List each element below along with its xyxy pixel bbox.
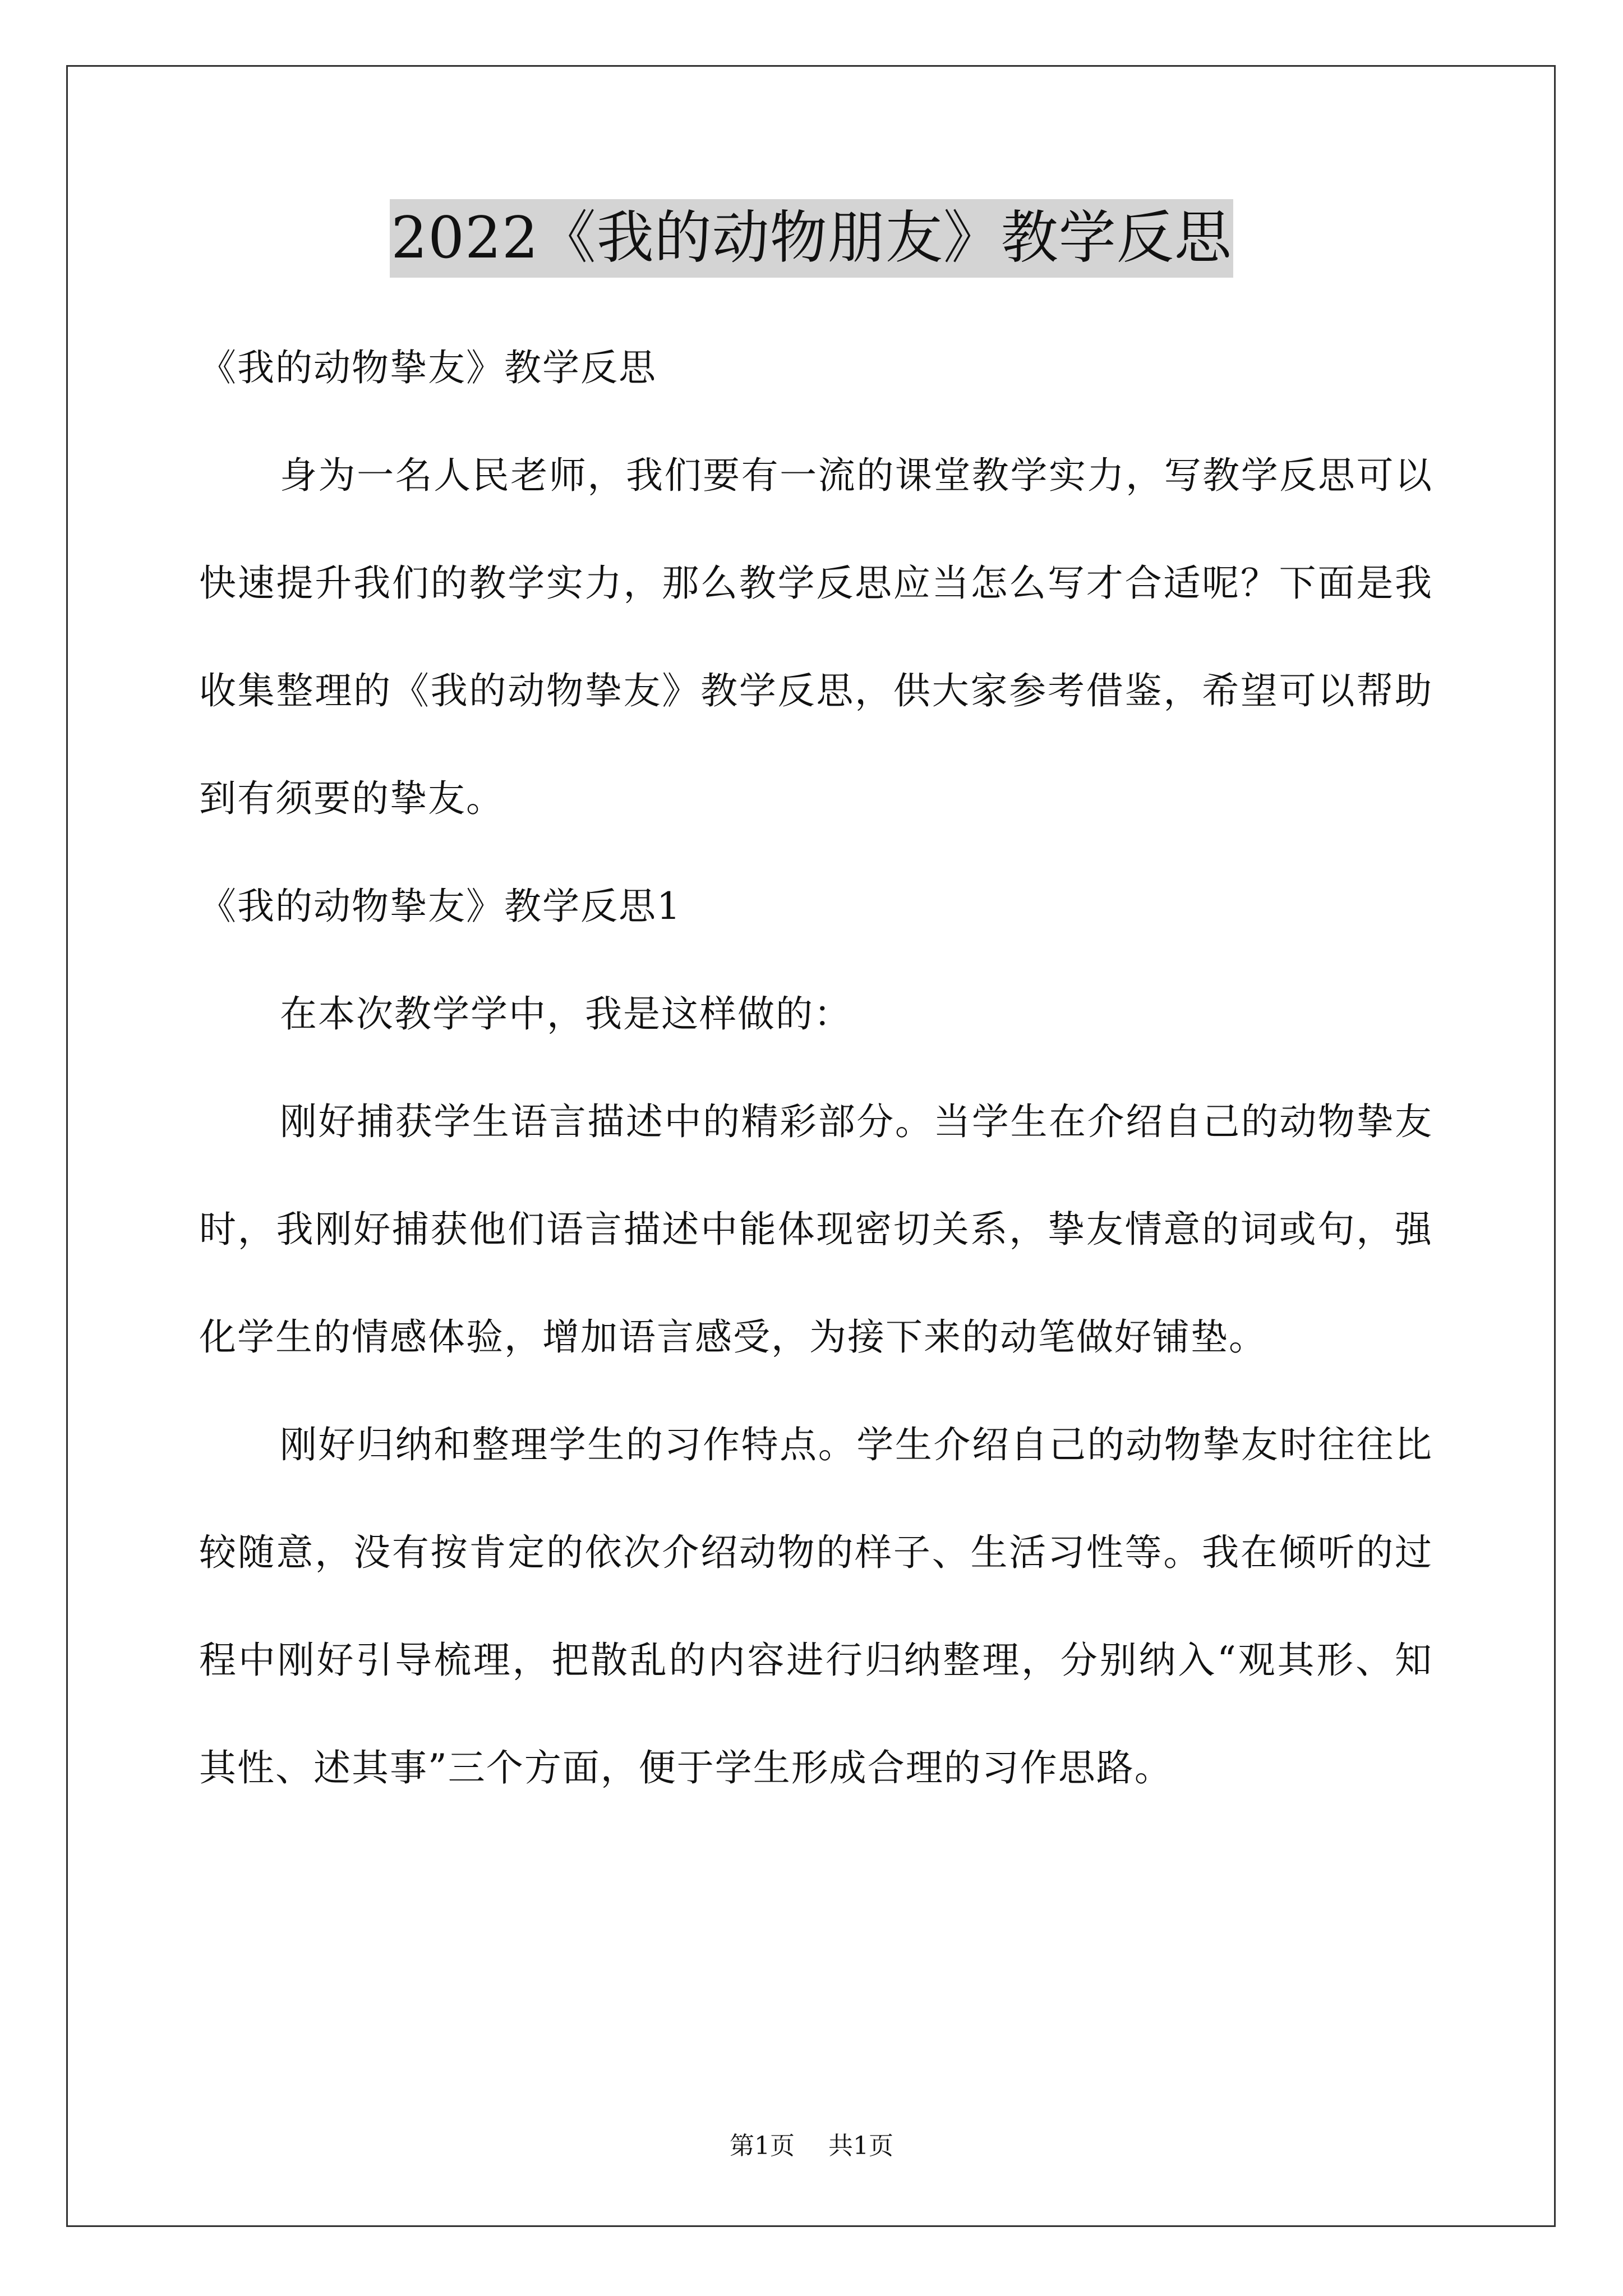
document-subtitle: 《我的动物挚友》教学反思 <box>199 346 657 389</box>
document-title: 2022《我的动物朋友》教学反思 <box>390 199 1233 278</box>
body-paragraph-2: 刚好捕获学生语言描述中的精彩部分。当学生在介绍自己的动物挚友时，我刚好捕获他们语言描述中能体现密切关系，挚友情意的词或句，强化学生的情感体验，增加语言感受，为接下来的动笔做好铺垫。 <box>199 1100 1433 1359</box>
document-body <box>199 314 1433 1822</box>
section-heading: 《我的动物挚友》教学反思1 <box>199 885 681 928</box>
page-number-total: 共1页 <box>828 2132 893 2160</box>
page-number-current: 第1页 <box>730 2132 795 2160</box>
body-paragraph-1: 在本次教学学中，我是这样做的： <box>280 992 852 1036</box>
page-footer <box>0 2129 1623 2163</box>
title-container <box>0 199 1623 278</box>
intro-paragraph: 身为一名人民老师，我们要有一流的课堂教学实力，写教学反思可以快速提升我们的教学实力，那么教学反思应当怎么写才合适呢？下面是我收集整理的《我的动物挚友》教学反思，供大家参考借鉴，希望可以帮助到有须要的挚友。 <box>199 454 1433 820</box>
body-paragraph-3: 刚好归纳和整理学生的习作特点。学生介绍自己的动物挚友时往往比较随意，没有按肯定的依次介绍动物的样子、生活习性等。我在倾听的过程中刚好引导梳理，把散乱的内容进行归纳整理，分别纳入“观其形、知其性、述其事”三个方面，便于学生形成合理的习作思路。 <box>199 1423 1433 1789</box>
